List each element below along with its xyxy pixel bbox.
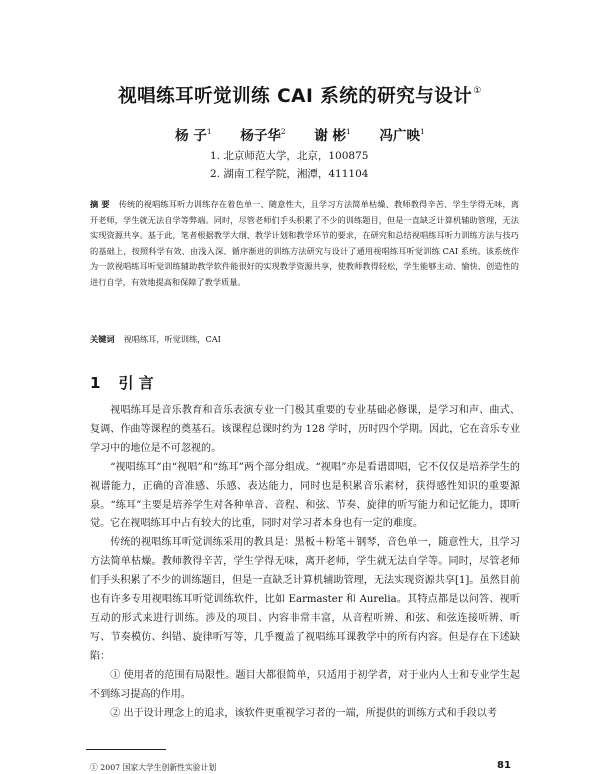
body-text bbox=[90, 402, 520, 723]
body-paragraph-1: 视唱练耳是音乐教育和音乐表演专业一门极其重要的专业基础必修课，是学习和声、曲式、复调、作曲等课程的奠基石。该课程总课时约为 128 学时，历时四个学期。因此，它在音乐专业学习中的地位是不可忽视的。 bbox=[90, 405, 520, 454]
keywords bbox=[90, 334, 519, 345]
paper-title-text: 视唱练耳听觉训练 CAI 系统的研究与设计 bbox=[118, 86, 473, 107]
footnote-divider bbox=[86, 749, 166, 750]
author-2: 杨子华$^2$ bbox=[240, 127, 286, 144]
author-4: 冯广映$^1$ bbox=[379, 127, 425, 144]
body-paragraph-3: 传统的视唱练耳听觉训练采用的教具是：黑板＋粉笔＋钢琴，音色单一，随意性大，且学习方法简单枯燥。教师教得辛苦，学生学得无味，离开老师，学生就无法自学等。同时，尽管老师们手头积累了不少的训练题目，但是一直缺乏计算机辅助管理，无法实现资源共享[1]。虽然目前也有许多专用视唱练耳听觉训练软件，比如 Earmaster 和 Aurelia。其特点都是以问答、视听互动的形式来进行训练。涉及的项目、内容非常丰富，从音程听辨、和弦、和弦连接听辨、听写、节奏模仿、纠错、旋律听写等，几乎覆盖了视唱练耳课教学中的所有内容。但是存在下述缺陷： bbox=[90, 537, 520, 662]
section-number: 1 bbox=[90, 374, 101, 392]
page-number: 81 bbox=[497, 760, 511, 771]
section-title: 引 言 bbox=[118, 374, 154, 392]
affiliation-2: 2. 湖南工程学院，湘潭，411104 bbox=[210, 168, 369, 180]
author-1: 杨 子$^1$ bbox=[175, 127, 212, 144]
affiliation-1: 1. 北京师范大学，北京，100875 bbox=[210, 150, 369, 162]
abstract-label: 摘 要 bbox=[90, 199, 110, 209]
abstract-text: 传统的视唱练耳听力训练存在着色单一、随意性大，且学习方法简单枯燥、教师教得辛苦、学生学得无味，离开老师，学生就无法自学等弊端。同时，尽管老师们手头积累了不少的训练题目，但是一直缺乏计算机辅助管理，无法实现资源共享。基于此，笔者根据教学大纲、教学计划和教学环节的要求，在研究和总结视唱练耳听力训练方法与技巧的基础上，按照科学有效、由浅入深、循序渐进的训练方法研究与设计了通用视唱练耳听觉训练 CAI 系统。该系统作为一款视唱练耳听觉训练辅助教学软件能很好的实现教学资源共享，使教师教得轻松，学生能够主动、愉快、创造性的进行自学，有效地提高和保障了教学质量。 bbox=[90, 199, 519, 287]
author-3: 谢 彬$^1$ bbox=[314, 127, 351, 144]
author-list bbox=[0, 124, 600, 144]
footnote: ① 2007 国家大学生创新性实验计划 bbox=[90, 763, 217, 772]
abstract bbox=[90, 197, 519, 291]
keywords-text: 视唱练耳，听觉训练，CAI bbox=[123, 334, 221, 344]
keywords-label: 关键词 bbox=[90, 334, 115, 344]
body-paragraph-4: ① 使用者的范围有局限性。题目大都很简单，只适用于初学者，对于业内人士和专业学生起不到练习提高的作用。 bbox=[90, 669, 520, 700]
paper-title bbox=[0, 82, 600, 108]
section-heading bbox=[90, 372, 154, 393]
body-paragraph-2: “视唱练耳”由“视唱”和“练耳”两个部分组成。“视唱”亦是看谱即唱，它不仅仅是培养学生的视谱能力，正确的音准感、乐感、表达能力，同时也是积累音乐素材，获得感性知识的重要源泉。“练耳”主要是培养学生对各种单音、音程、和弦、节奏、旋律的听写能力和记忆能力，即听觉。它在视唱练耳中占有较大的比重，同时对学习者本身也有一定的难度。 bbox=[90, 461, 520, 530]
title-footnote-mark: ① bbox=[473, 86, 482, 96]
body-paragraph-5: ② 出于设计理念上的追求，该软件更重视学习者的一端，所提供的训练方式和手段以考 bbox=[110, 707, 497, 719]
